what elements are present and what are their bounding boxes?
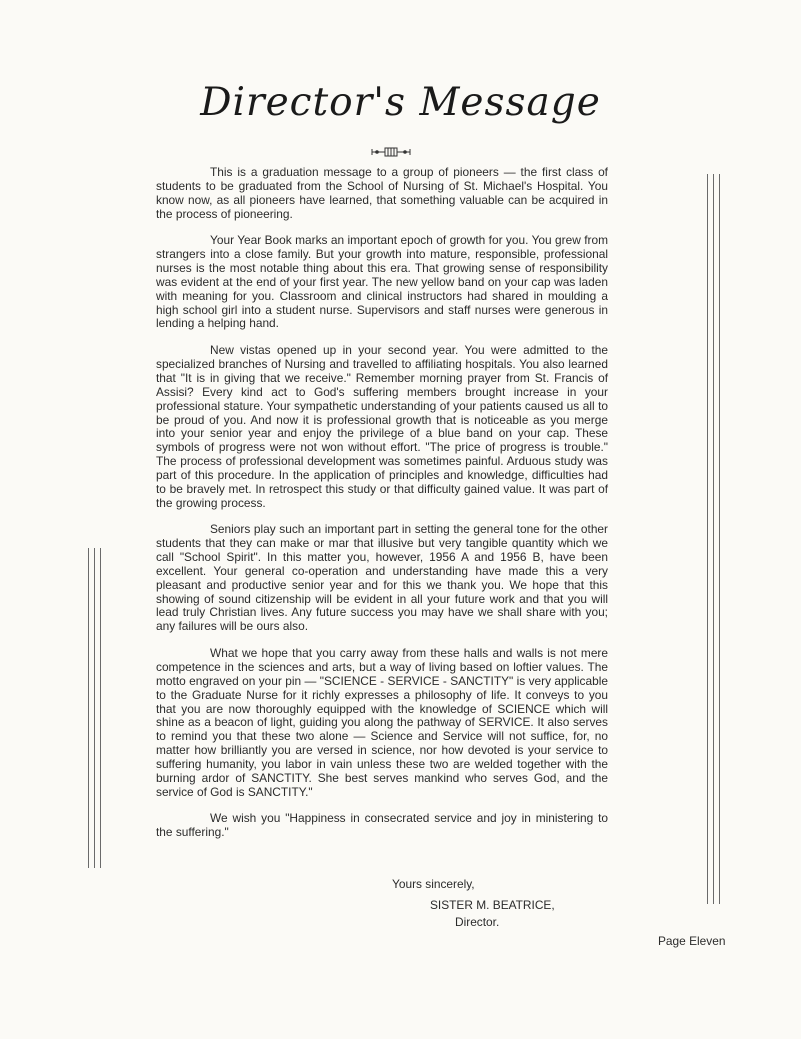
paragraph: New vistas opened up in your second year. You were admitted to the specialized branches of Nursing and travelled to affiliating hospitals. You also learned that "It is in giving that we receive." Remember morning prayer from St. Francis of Assisi? Every kind act to God's suffering members brought increase in your professional stature. Your sympathetic understanding of your patients caused us all to be proud of you. And now it is professional growth that is noticeable as you merge into your senior year and enjoy the privilege of a blue band on your cap. These symbols of progress were not won without effort. "The price of progress is trouble." The process of professional development was sometimes painful. Arduous study was part of this procedure. In the application of principles and knowledge, difficulties had to be bravely met. In retrospect this study or that difficulty gained value. It was part of the growing process.	[156, 343, 608, 510]
paragraph: What we hope that you carry away from these halls and walls is not mere competence in the sciences and arts, but a way of living based on loftier values. The motto engraved on your pin — "SCIENCE - SERVICE - SANCTITY" is very applicable to the Graduate Nurse for it richly expresses a philosophy of life. It conveys to you that you are now thoroughly equipped with the knowledge of SCIENCE which will shine as a beacon of light, guiding you along the pathway of SERVICE. It also serves to remind you that these two alone — Science and Service will not suffice, for, no matter how brilliantly you are versed in science, nor how devoted is your service to suffering humanity, you labor in vain unless these two are welded together with the burning ardor of SANCTITY. She best serves mankind who serves God, and the service of God is SANCTITY."	[156, 646, 608, 799]
decorative-rules-left	[88, 548, 102, 868]
ornament-divider-icon	[371, 146, 411, 158]
signature-title: Director.	[455, 915, 500, 929]
message-body	[156, 166, 608, 840]
paragraph: This is a graduation message to a group of pioneers — the first class of students to be graduated from the School of Nursing of St. Michael's Hospital. You know now, as all pioneers have learned, that something valuable can be acquired in the process of pioneering.	[156, 165, 608, 221]
signature-name: SISTER M. BEATRICE,	[430, 898, 555, 912]
paragraph: Seniors play such an important part in setting the general tone for the other students that they can make or mar that illusive but very tangible quantity which we call "School Spirit". In this matter you, however, 1956 A and 1956 B, have been excellent. Your general co-operation and understanding have made this a very pleasant and productive senior year and for this we thank you. We hope that this showing of sound citizenship will be evident in all your future work and that you will lead truly Christian lives. Any future success you may have we shall share with you; any failures will be ours also.	[156, 522, 608, 634]
page-number: Page Eleven	[658, 934, 726, 948]
paragraph: We wish you "Happiness in consecrated service and joy in ministering to the suffering."	[156, 811, 608, 840]
decorative-rules-right	[707, 174, 721, 904]
paragraph: Your Year Book marks an important epoch of growth for you. You grew from strangers into a close family. But your growth into mature, responsible, professional nurses is the most notable thing about this era. That growing sense of responsibility was evident at the end of your first year. The new yellow band on your cap was laden with meaning for you. Classroom and clinical instructors had shared in moulding a high school girl into a student nurse. Supervisors and staff nurses were generous in lending a helping hand.	[156, 233, 608, 331]
closing-salutation: Yours sincerely,	[392, 877, 475, 891]
page-title: Director's Message	[200, 80, 601, 125]
